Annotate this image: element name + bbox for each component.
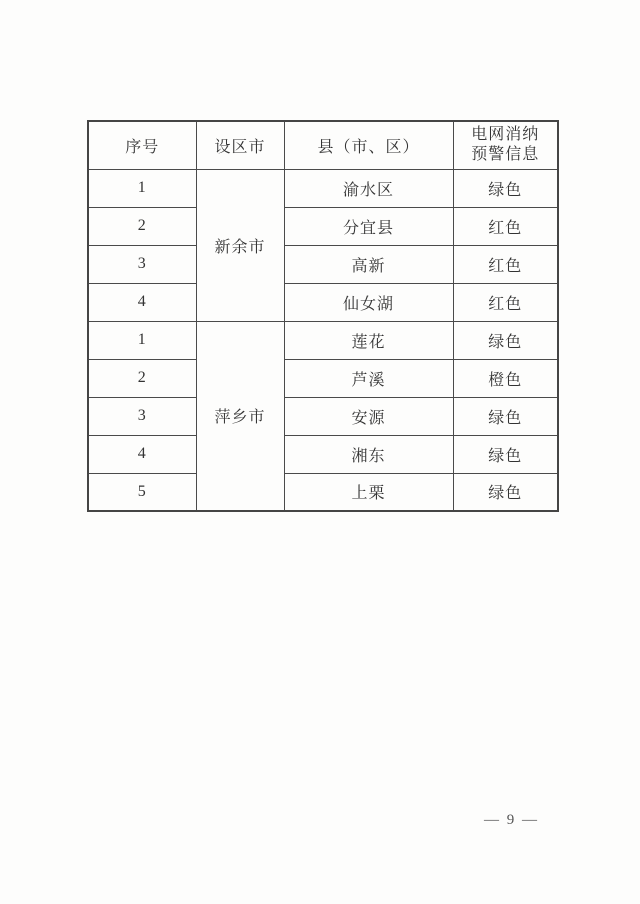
cell-warning: 橙色 — [453, 359, 558, 397]
cell-warning: 红色 — [453, 245, 558, 283]
table-row — [88, 321, 558, 359]
cell-warning: 绿色 — [453, 397, 558, 435]
table-row — [88, 435, 558, 473]
cell-city-pingxiang: 萍乡市 — [196, 321, 284, 511]
header-warning — [453, 121, 558, 169]
table-row — [88, 169, 558, 207]
table-row — [88, 473, 558, 511]
page-number: — 9 — — [484, 812, 539, 828]
table-header-row — [88, 121, 558, 169]
cell-county: 上栗 — [284, 473, 453, 511]
header-warning-line1: 电网消纳 — [471, 126, 540, 144]
cell-index: 2 — [88, 359, 196, 397]
cell-warning: 红色 — [453, 283, 558, 321]
cell-county: 高新 — [284, 245, 453, 283]
cell-county: 莲花 — [284, 321, 453, 359]
cell-county: 安源 — [284, 397, 453, 435]
table-row — [88, 359, 558, 397]
cell-county: 分宜县 — [284, 207, 453, 245]
grid-warning-table — [87, 120, 559, 512]
cell-index: 3 — [88, 397, 196, 435]
header-warning-line2: 预警信息 — [471, 146, 540, 164]
cell-warning: 绿色 — [453, 321, 558, 359]
table-row — [88, 207, 558, 245]
cell-index: 4 — [88, 283, 196, 321]
cell-index: 4 — [88, 435, 196, 473]
table-row — [88, 245, 558, 283]
cell-county: 渝水区 — [284, 169, 453, 207]
header-city: 设区市 — [196, 121, 284, 169]
cell-county: 仙女湖 — [284, 283, 453, 321]
cell-index: 3 — [88, 245, 196, 283]
cell-index: 5 — [88, 473, 196, 511]
cell-index: 1 — [88, 321, 196, 359]
cell-warning: 红色 — [453, 207, 558, 245]
cell-index: 2 — [88, 207, 196, 245]
table-row — [88, 283, 558, 321]
table-row — [88, 397, 558, 435]
cell-index: 1 — [88, 169, 196, 207]
header-index: 序号 — [88, 121, 196, 169]
cell-warning: 绿色 — [453, 169, 558, 207]
cell-county: 湘东 — [284, 435, 453, 473]
header-county: 县（市、区） — [284, 121, 453, 169]
cell-city-xinyu: 新余市 — [196, 169, 284, 321]
cell-county: 芦溪 — [284, 359, 453, 397]
cell-warning: 绿色 — [453, 473, 558, 511]
cell-warning: 绿色 — [453, 435, 558, 473]
